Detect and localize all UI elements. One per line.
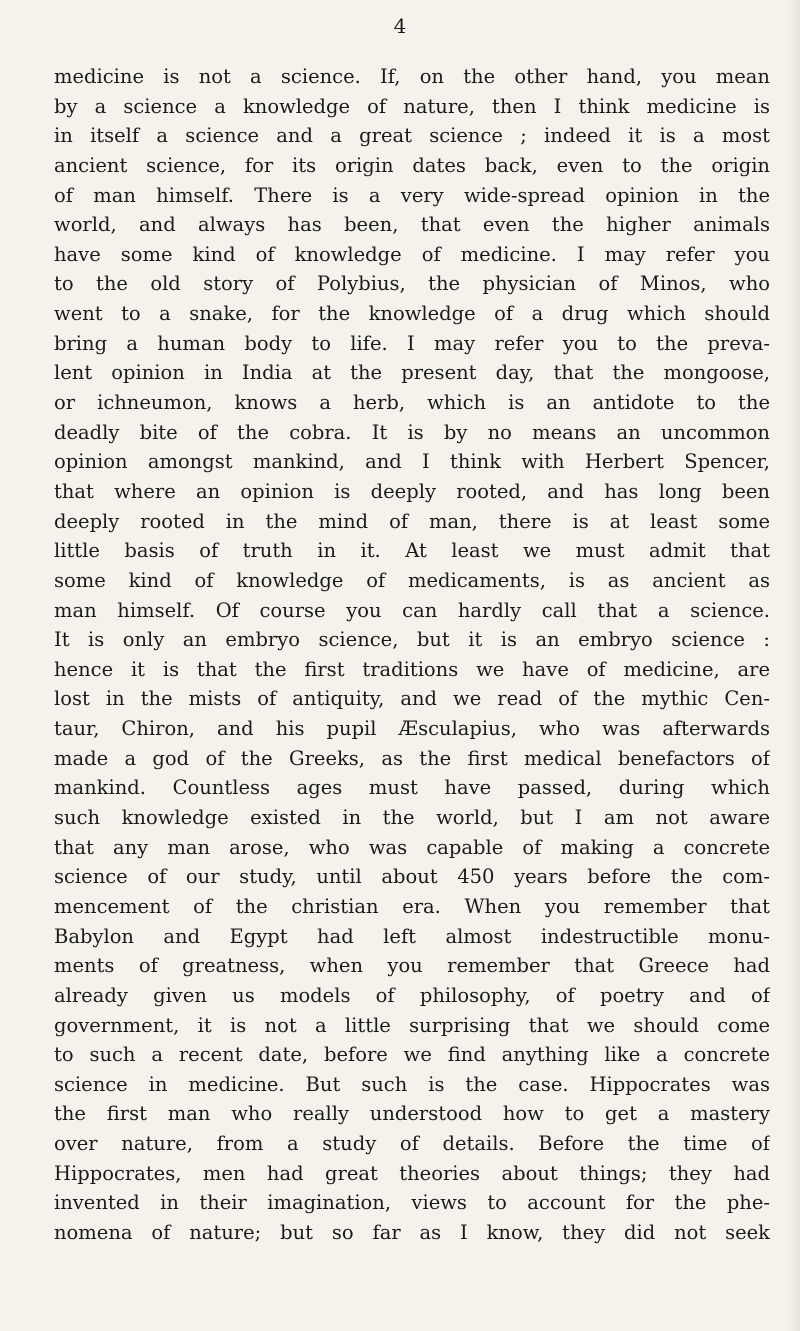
page-edge-shadow xyxy=(786,0,800,1331)
text-line: medicine is not a science. If, on the other hand, you mean xyxy=(54,65,770,88)
text-line: science of our study, until about 450 years before the com- xyxy=(54,865,770,889)
text-line: deadly bite of the cobra. It is by no means an uncommon xyxy=(54,420,770,444)
text-line: to such a recent date, before we find anything like a concrete xyxy=(54,1043,770,1067)
text-line: in itself a science and a great science ; indeed it is a most xyxy=(54,124,770,148)
text-line: some kind of knowledge of medicaments, is as ancient as xyxy=(54,568,770,592)
text-line: science in medicine. But such is the case. Hippocrates was xyxy=(54,1072,770,1096)
text-line: bring a human body to life. I may refer you to the preva- xyxy=(54,331,770,355)
text-line: went to a snake, for the knowledge of a drug which should xyxy=(54,302,770,326)
text-line: such knowledge existed in the world, but I am not aware xyxy=(54,806,770,830)
text-line: mencement of the christian era. When you remember that xyxy=(54,894,770,918)
text-line: to the old story of Polybius, the physician of Minos, who xyxy=(54,272,770,296)
text-line: over nature, from a study of details. Before the time of xyxy=(54,1132,770,1156)
text-line: Hippocrates, men had great theories about things; they had xyxy=(54,1161,770,1185)
text-line: hence it is that the first traditions we have of medicine, are xyxy=(54,657,770,681)
text-line: ancient science, for its origin dates back, even to the origin xyxy=(54,153,770,177)
text-line: Babylon and Egypt had left almost indestructible monu- xyxy=(54,924,770,948)
text-line: It is only an embryo science, but it is an embryo science : xyxy=(54,628,770,652)
text-line: little basis of truth in it. At least we must admit that xyxy=(54,539,770,563)
text-line: or ichneumon, knows a herb, which is an antidote to the xyxy=(54,391,770,415)
text-line: have some kind of knowledge of medicine. I may refer you xyxy=(54,242,770,266)
text-line: government, it is not a little surprising that we should come xyxy=(54,1013,770,1037)
text-line: world, and always has been, that even the higher animals xyxy=(54,213,770,237)
body-text xyxy=(54,62,770,1248)
text-line: lost in the mists of antiquity, and we read of the mythic Cen- xyxy=(54,687,770,711)
text-line: deeply rooted in the mind of man, there is at least some xyxy=(54,509,770,533)
text-line: the first man who really understood how to get a mastery xyxy=(54,1102,770,1126)
text-line: invented in their imagination, views to account for the phe- xyxy=(54,1191,770,1215)
text-line: that where an opinion is deeply rooted, and has long been xyxy=(54,479,770,503)
text-line: by a science a knowledge of nature, then I think medicine is xyxy=(54,94,770,118)
text-line: made a god of the Greeks, as the first medical benefactors of xyxy=(54,746,770,770)
text-line: lent opinion in India at the present day, that the mongoose, xyxy=(54,361,770,385)
text-line: taur, Chiron, and his pupil Æsculapius, who was afterwards xyxy=(54,717,770,741)
text-line: man himself. Of course you can hardly call that a science. xyxy=(54,598,770,622)
text-line: that any man arose, who was capable of making a concrete xyxy=(54,835,770,859)
text-line: mankind. Countless ages must have passed, during which xyxy=(54,776,770,800)
text-line: nomena of nature; but so far as I know, they did not seek xyxy=(54,1220,770,1244)
text-line: ments of greatness, when you remember that Greece had xyxy=(54,954,770,978)
page-number: 4 xyxy=(393,14,407,38)
text-line: of man himself. There is a very wide-spread opinion in the xyxy=(54,183,770,207)
text-line: already given us models of philosophy, of poetry and of xyxy=(54,983,770,1007)
text-line: opinion amongst mankind, and I think with Herbert Spencer, xyxy=(54,450,770,474)
